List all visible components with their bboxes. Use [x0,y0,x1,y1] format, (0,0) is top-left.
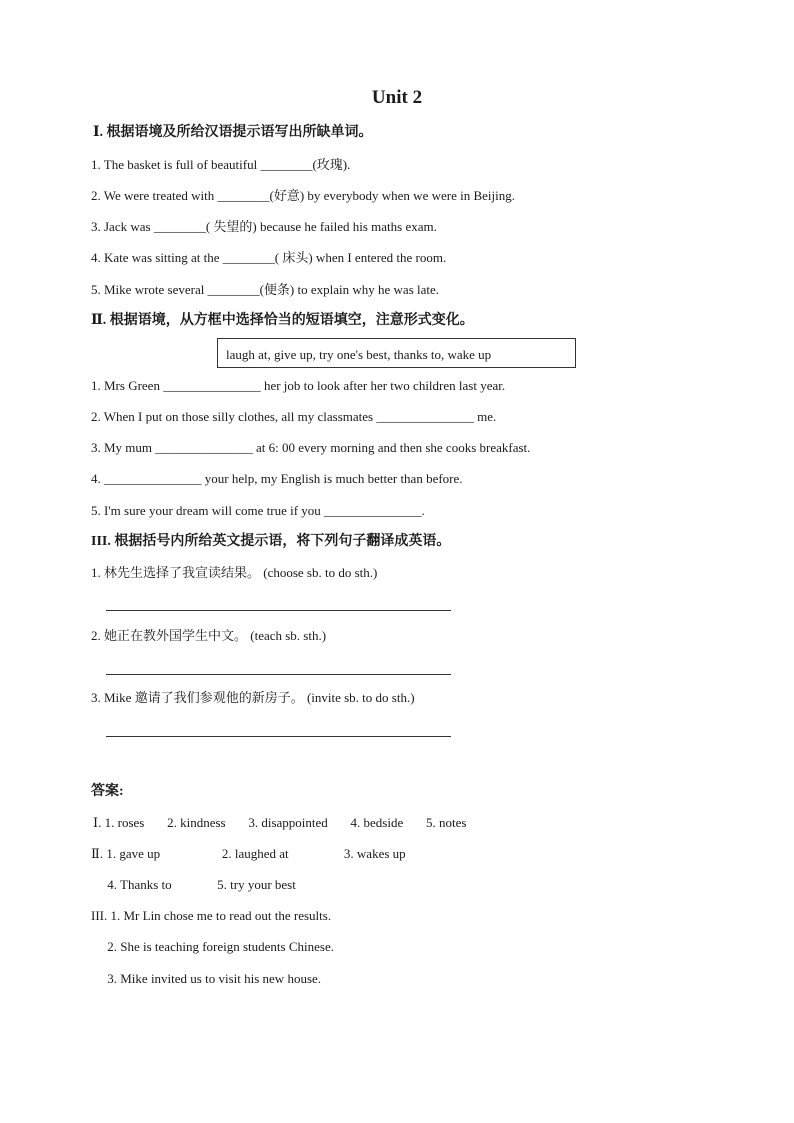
section-1-item-5: 5. Mike wrote several ________(便条) to explain why he was late. [91,282,440,297]
answers-heading: 答案: [91,784,124,799]
answer-line-1 [106,610,451,611]
section-3-item-3: 3. Mike 邀请了我们参观他的新房子。 (invite sb. to do sth.) [91,690,415,705]
answers-line-5: 2. She is teaching foreign students Chinese. [91,939,334,954]
section-1-item-4: 4. Kate was sitting at the ________( 床头) when I entered the room. [91,250,447,265]
section-2-item-5: 5. I'm sure your dream will come true if you _______________. [91,503,425,518]
section-3-item-2: 2. 她正在教外国学生中文。 (teach sb. sth.) [91,628,327,643]
section-2-item-1: 1. Mrs Green _______________ her job to look after her two children last year. [91,378,506,393]
section-2-heading: Ⅱ. 根据语境，从方框中选择恰当的短语填空，注意形式变化。 [91,313,474,328]
answer-line-3 [106,736,451,737]
answers-line-2: Ⅱ. 1. gave up 2. laughed at 3. wakes up [91,846,406,861]
answers-line-4: III. 1. Mr Lin chose me to read out the results. [91,908,332,923]
section-3-item-1: 1. 林先生选择了我宣读结果。 (choose sb. to do sth.) [91,565,378,580]
section-2-item-4: 4. _______________ your help, my English is much better than before. [91,471,463,486]
answer-line-2 [106,674,451,675]
section-1-item-2: 2. We were treated with ________(好意) by everybody when we were in Beijing. [91,188,515,203]
answers-line-6: 3. Mike invited us to visit his new house. [91,971,322,986]
section-1-item-3: 3. Jack was ________( 失望的) because he failed his maths exam. [91,219,437,234]
answers-line-3: 4. Thanks to 5. try your best [91,877,296,892]
section-2-item-2: 2. When I put on those silly clothes, all my classmates _______________ me. [91,409,497,424]
section-1-heading: Ⅰ. 根据语境及所给汉语提示语写出所缺单词。 [93,125,373,140]
page-title: Unit 2 [371,87,423,108]
section-2-item-3: 3. My mum _______________ at 6: 00 every morning and then she cooks breakfast. [91,440,531,455]
phrase-box [217,338,576,368]
answers-line-1: Ⅰ. 1. roses 2. kindness 3. disappointed 4. bedside 5. notes [93,815,467,830]
section-3-heading: III. 根据括号内所给英文提示语，将下列句子翻译成英语。 [91,534,451,549]
section-1-item-1: 1. The basket is full of beautiful ________(玫瑰). [91,157,351,172]
phrase-box-text: laugh at, give up, try one's best, thanks to, wake up [226,347,492,362]
